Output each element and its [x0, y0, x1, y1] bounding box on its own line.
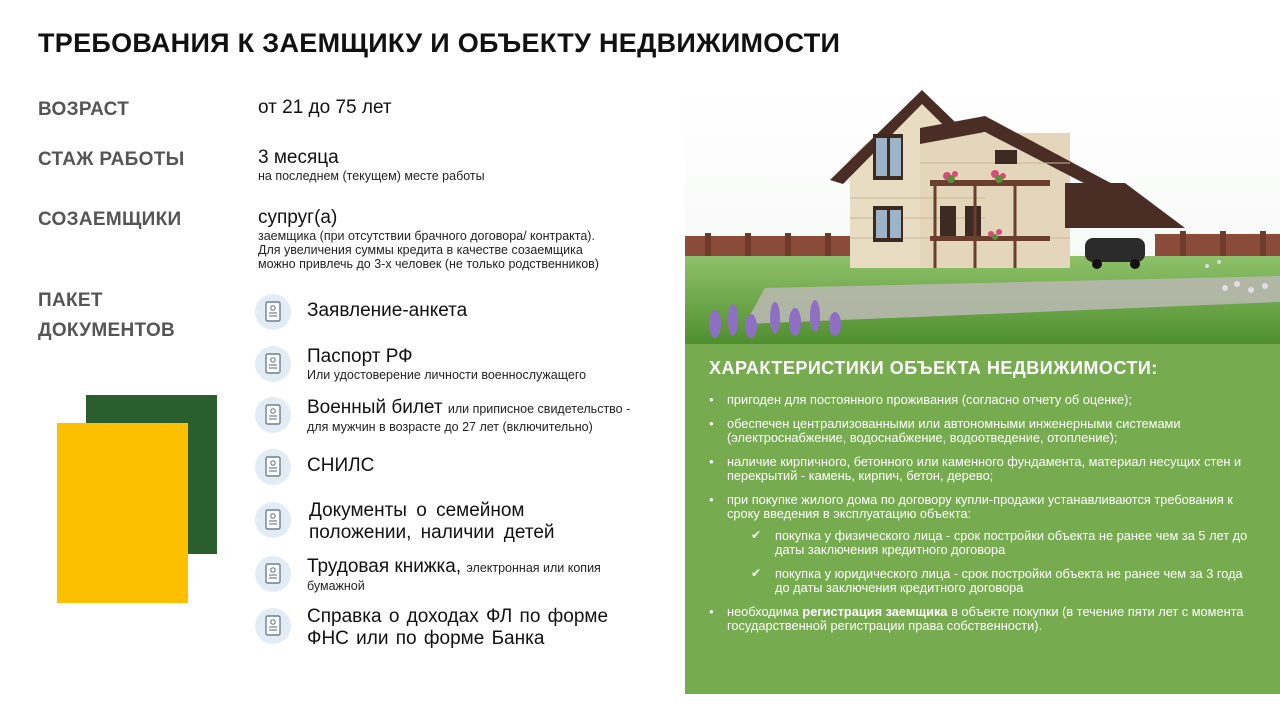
document-title: Трудовая книжка, — [307, 556, 462, 577]
document-item — [255, 397, 680, 433]
document-title-line: ФНС или по форме Банка — [307, 628, 545, 649]
property-item — [709, 605, 1258, 633]
documents-label-line: ПАКЕТ — [38, 290, 103, 311]
document-note: Или удостоверение личности военнослужащего — [307, 368, 587, 382]
document-item — [255, 556, 680, 592]
age-label: ВОЗРАСТ — [38, 99, 130, 120]
document-text — [307, 346, 586, 382]
property-item-text: необходима — [727, 604, 803, 619]
document-item — [255, 500, 680, 543]
coborrowers-label: СОЗАЕМЩИКИ — [38, 209, 182, 230]
property-item: ● наличие кирпичного, бетонного или каменного фундамента, материал несущих стен и перекрытий - камень, кирпич, бетон, дерево; — [709, 455, 1258, 483]
document-text — [309, 500, 555, 544]
property-panel — [685, 344, 1280, 694]
coborrowers-note-line: заемщика (при отсутствии брачного договора/ контракта). — [258, 229, 595, 243]
document-title: Военный билет — [307, 397, 443, 418]
document-icon — [255, 502, 291, 538]
document-icon — [255, 608, 291, 644]
document-note-inline: или приписное свидетельство - — [447, 402, 631, 416]
document-icon — [255, 449, 291, 485]
document-item — [255, 294, 680, 330]
document-item — [255, 346, 680, 382]
document-note: для мужчин в возрасте до 27 лет (включительно) — [307, 420, 593, 434]
property-item-emphasis: регистрация заемщика — [802, 604, 948, 619]
document-note-inline: электронная или копия — [466, 561, 601, 575]
experience-value: 3 месяца — [258, 147, 339, 168]
document-title: Заявление-анкета — [307, 300, 468, 321]
document-title: Паспорт РФ — [307, 346, 413, 367]
document-icon — [255, 346, 291, 382]
coborrowers-note-line: Для увеличения суммы кредита в качестве созаемщика — [258, 243, 583, 257]
document-text — [307, 606, 608, 650]
property-title: ХАРАКТЕРИСТИКИ ОБЪЕКТА НЕДВИЖИМОСТИ: — [709, 358, 1158, 378]
property-item: ● при покупке жилого дома по договору купли-продажи устанавливаются требования к сроку введения в эксплуатацию объекта: — [709, 493, 1258, 521]
document-icon — [255, 556, 291, 592]
decor-yellow-square — [57, 423, 188, 603]
property-sub-item: ✔ покупка у юридического лица - срок постройки объекта не ранее чем за 3 года до даты заключения кредитного договора — [751, 567, 1258, 595]
property-item: ● пригоден для постоянного проживания (согласно отчету об оценке); — [709, 393, 1258, 407]
coborrowers-note-line: можно привлечь до 3-х человек (не только родственников) — [258, 257, 599, 271]
document-text — [307, 397, 630, 434]
property-item: ● обеспечен централизованными или автономными инженерными системами (электроснабжение, водоснабжение, водоотведение, отопление); — [709, 417, 1258, 445]
document-item — [255, 606, 680, 649]
document-title-line: Справка о доходах ФЛ по форме — [307, 606, 609, 627]
document-icon — [255, 294, 291, 330]
page-title: ТРЕБОВАНИЯ К ЗАЕМЩИКУ И ОБЪЕКТУ НЕДВИЖИМОСТИ — [38, 28, 841, 58]
experience-label: СТАЖ РАБОТЫ — [38, 149, 185, 170]
property-item-text: в объекте покупки (в течение пяти лет с момента государственной регистрации права собственности). — [727, 604, 1244, 633]
house-photo — [685, 88, 1280, 344]
document-note: бумажной — [307, 579, 365, 593]
document-title: СНИЛС — [307, 455, 375, 476]
documents-label-line: ДОКУМЕНТОВ — [38, 320, 176, 341]
document-title-line: положении, наличии детей — [309, 522, 555, 543]
document-icon — [255, 397, 291, 433]
coborrowers-note — [258, 229, 599, 271]
document-item — [255, 449, 680, 485]
documents-label — [38, 286, 175, 346]
age-value: от 21 до 75 лет — [258, 97, 392, 118]
document-title-line: Документы о семейном — [309, 500, 525, 521]
property-sub-item: ✔ покупка у физического лица - срок постройки объекта не ранее чем за 5 лет до даты заключения кредитного договора — [751, 529, 1258, 557]
experience-note: на последнем (текущем) месте работы — [258, 169, 485, 183]
document-text — [307, 556, 601, 593]
coborrowers-value: супруг(а) — [258, 207, 338, 228]
property-sub-list — [751, 529, 1258, 595]
